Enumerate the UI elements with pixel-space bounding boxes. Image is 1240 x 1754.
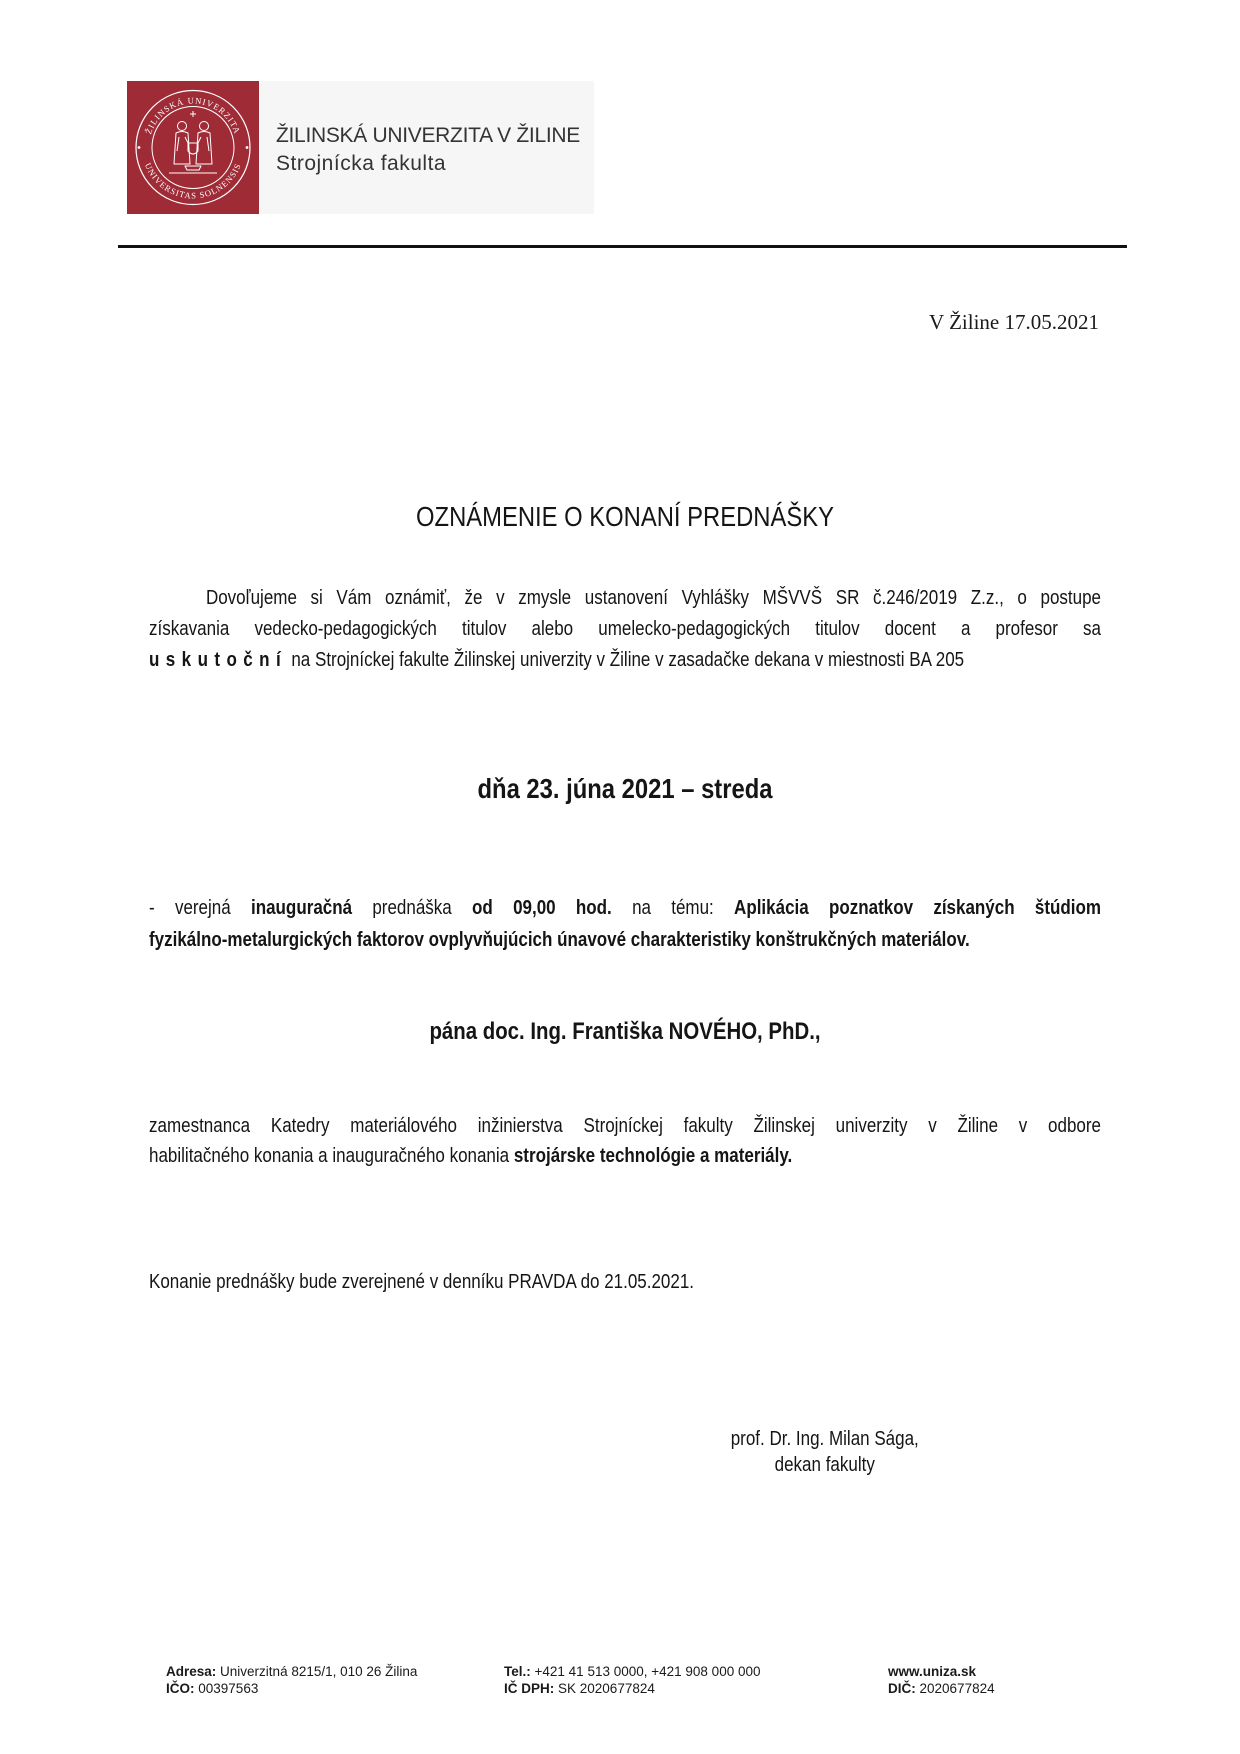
seal-text-bottom: UNIVERSITAS SOLNENSIS: [142, 161, 243, 201]
seal-dot-left: [138, 146, 141, 149]
footer-address-label: Adresa:: [166, 1664, 217, 1679]
university-name: ŽILINSKÁ UNIVERZITA V ŽILINE: [276, 124, 580, 147]
event-date: dňa 23. júna 2021 – streda: [477, 773, 773, 804]
faculty-name: Strojnícka fakulta: [276, 152, 447, 175]
intro-line-2: získavania vedecko-pedagogických titulov alebo umelecko-pedagogických titulov docent a profesor sa: [149, 618, 1101, 640]
signature-block: [655, 1426, 995, 1478]
footer-column-contact: [504, 1663, 760, 1697]
lecture-topic-label: na tému:: [632, 897, 714, 919]
affiliation-paragraph: [149, 1111, 1101, 1171]
lecture-paragraph: [149, 892, 1101, 956]
footer-icdph-label: IČ DPH:: [504, 1681, 555, 1696]
lecture-line-1: [149, 892, 1101, 924]
affiliation-line-2: [149, 1141, 1101, 1171]
footer-dic-label: DIČ:: [888, 1681, 916, 1696]
footer-icdph-value: SK 2020677824: [558, 1681, 655, 1696]
letter-body: [149, 0, 1101, 1754]
footer-tel-value: +421 41 513 0000, +421 908 000 000: [534, 1664, 761, 1679]
intro-line-1: Dovoľujeme si Vám oznámiť, že v zmysle ustanovení Vyhlášky MŠVVŠ SR č.246/2019 Z.z., o postupe: [205, 587, 1101, 609]
footer-web: [888, 1663, 995, 1680]
intro-emphasis: u s k u t o č n í: [149, 649, 282, 671]
affiliation-line-1: zamestnanca Katedry materiálového inžinierstva Strojníckej fakulty Žilinskej univerzity v Žiline v odbore: [149, 1115, 1101, 1137]
place-and-date: V Žiline 17.05.2021: [929, 310, 1099, 334]
footer-dic: [888, 1680, 995, 1697]
affiliation-line-2-text: habilitačného konania a inauguračného konania: [149, 1145, 510, 1167]
lecture-access: - verejná: [149, 897, 231, 919]
publication-note: [149, 1267, 1101, 1298]
footer-column-web: [888, 1663, 995, 1697]
footer-address-value: Univerzitná 8215/1, 010 26 Žilina: [220, 1664, 418, 1679]
lecture-time: od 09,00 hod.: [472, 897, 612, 919]
footer-tel: [504, 1663, 760, 1680]
footer-ico: [166, 1680, 417, 1697]
footer-tel-label: Tel.:: [504, 1664, 531, 1679]
intro-paragraph: [149, 583, 1101, 676]
document-title: OZNÁMENIE O KONANÍ PREDNÁŠKY: [416, 501, 834, 532]
intro-line-3-text: na Strojníckej fakulte Žilinskej univerzity v Žiline v zasadačke dekana v miestnosti BA 205: [291, 649, 965, 671]
affiliation-field: strojárske technológie a materiály.: [513, 1145, 793, 1167]
publication-note-text: Konanie prednášky bude zverejnené v denníku PRAVDA do 21.05.2021.: [149, 1271, 695, 1293]
lecture-kind: inauguračná: [250, 897, 353, 919]
footer-dic-value: 2020677824: [919, 1681, 995, 1696]
lecture-noun: prednáška: [372, 897, 452, 919]
footer-address: [166, 1663, 417, 1680]
footer-column-address: [166, 1663, 417, 1697]
intro-line-3: [149, 645, 1101, 676]
signatory-role: dekan fakulty: [774, 1454, 875, 1476]
lecturer-name: pána doc. Ing. Františka NOVÉHO, PhD.,: [429, 1018, 821, 1045]
seal-text-top: ŽILINSKÁ UNIVERZITA: [143, 95, 243, 136]
signatory-name: prof. Dr. Ing. Milan Sága,: [730, 1428, 919, 1450]
footer-web-value: www.uniza.sk: [888, 1664, 977, 1679]
lecture-topic-start: Aplikácia poznatkov získaných štúdiom: [734, 897, 1101, 919]
footer-icdph: [504, 1680, 760, 1697]
footer-ico-value: 00397563: [198, 1681, 259, 1696]
lecture-topic-end: fyzikálno-metalurgických faktorov ovplyvňujúcich únavové charakteristiky konštrukčných materiálov.: [149, 929, 970, 951]
footer-ico-label: IČO:: [166, 1681, 195, 1696]
